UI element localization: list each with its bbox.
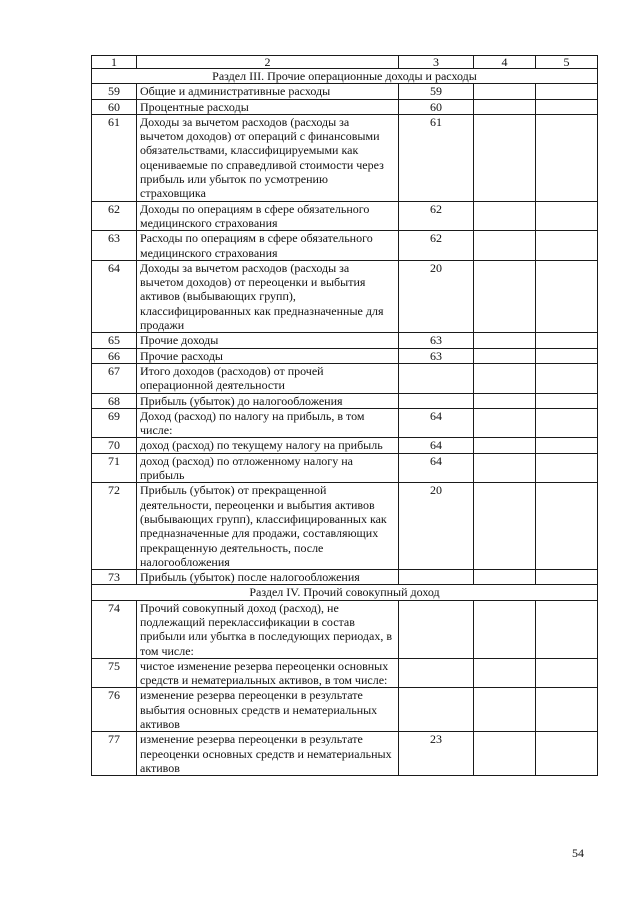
value-cell-col4 — [474, 658, 536, 688]
table-row — [92, 84, 598, 99]
line-name-cell: Прибыль (убыток) от прекращенной деятельности, переоценки и выбытия активов (выбывающих групп), классифицированных как предназначенные для продажи, составляющих прекращенную деятельность, после налогообложения — [137, 483, 399, 570]
note-number-cell: 59 — [399, 84, 474, 99]
line-number-cell: 64 — [92, 260, 137, 332]
line-name-cell: чистое изменение резерва переоценки основных средств и нематериальных активов, в том числе: — [137, 658, 399, 688]
column-header: 1 — [92, 56, 137, 69]
line-number-cell: 62 — [92, 201, 137, 231]
line-name-cell: Общие и административные расходы — [137, 84, 399, 99]
value-cell-col4 — [474, 393, 536, 408]
report-table — [91, 55, 598, 776]
line-number-cell: 76 — [92, 688, 137, 732]
value-cell-col5 — [536, 201, 598, 231]
value-cell-col5 — [536, 408, 598, 438]
line-number-cell: 69 — [92, 408, 137, 438]
section-heading: Раздел IV. Прочий совокупный доход — [92, 585, 598, 600]
table-row — [92, 688, 598, 732]
table-row — [92, 201, 598, 231]
note-number-cell — [399, 600, 474, 658]
table-row — [92, 408, 598, 438]
value-cell-col5 — [536, 363, 598, 393]
note-number-cell: 64 — [399, 408, 474, 438]
value-cell-col4 — [474, 260, 536, 332]
line-number-cell: 65 — [92, 333, 137, 348]
line-name-cell: Расходы по операциям в сфере обязательного медицинского страхования — [137, 231, 399, 261]
value-cell-col5 — [536, 732, 598, 776]
column-header: 3 — [399, 56, 474, 69]
line-name-cell: Доходы по операциям в сфере обязательного медицинского страхования — [137, 201, 399, 231]
note-number-cell: 64 — [399, 453, 474, 483]
column-header: 5 — [536, 56, 598, 69]
line-name-cell: Процентные расходы — [137, 99, 399, 114]
table-row — [92, 348, 598, 363]
table-row — [92, 333, 598, 348]
line-name-cell: доход (расход) по текущему налогу на прибыль — [137, 438, 399, 453]
column-header: 4 — [474, 56, 536, 69]
table-row — [92, 393, 598, 408]
value-cell-col5 — [536, 231, 598, 261]
line-number-cell: 73 — [92, 570, 137, 585]
line-number-cell: 66 — [92, 348, 137, 363]
value-cell-col4 — [474, 348, 536, 363]
value-cell-col5 — [536, 688, 598, 732]
value-cell-col5 — [536, 600, 598, 658]
value-cell-col4 — [474, 84, 536, 99]
note-number-cell: 20 — [399, 260, 474, 332]
line-number-cell: 77 — [92, 732, 137, 776]
note-number-cell — [399, 658, 474, 688]
line-number-cell: 68 — [92, 393, 137, 408]
note-number-cell: 64 — [399, 438, 474, 453]
line-number-cell: 60 — [92, 99, 137, 114]
note-number-cell: 60 — [399, 99, 474, 114]
value-cell-col5 — [536, 260, 598, 332]
line-number-cell: 70 — [92, 438, 137, 453]
line-number-cell: 61 — [92, 114, 137, 201]
note-number-cell: 62 — [399, 231, 474, 261]
table-row — [92, 600, 598, 658]
note-number-cell: 62 — [399, 201, 474, 231]
note-number-cell — [399, 570, 474, 585]
value-cell-col4 — [474, 333, 536, 348]
value-cell-col5 — [536, 438, 598, 453]
value-cell-col5 — [536, 393, 598, 408]
value-cell-col5 — [536, 84, 598, 99]
note-number-cell: 20 — [399, 483, 474, 570]
section-heading-row — [92, 585, 598, 600]
table-row — [92, 231, 598, 261]
line-name-cell: изменение резерва переоценки в результате переоценки основных средств и нематериальных активов — [137, 732, 399, 776]
line-name-cell: Прибыль (убыток) до налогообложения — [137, 393, 399, 408]
line-number-cell: 75 — [92, 658, 137, 688]
table-row — [92, 114, 598, 201]
table-row — [92, 438, 598, 453]
value-cell-col4 — [474, 600, 536, 658]
value-cell-col4 — [474, 408, 536, 438]
line-name-cell: Доходы за вычетом расходов (расходы за вычетом доходов) от переоценки и выбытия активов (выбывающих групп), классифицированных как предназначенные для продажи — [137, 260, 399, 332]
value-cell-col5 — [536, 348, 598, 363]
value-cell-col5 — [536, 483, 598, 570]
value-cell-col4 — [474, 483, 536, 570]
table-row — [92, 99, 598, 114]
table-row — [92, 363, 598, 393]
value-cell-col5 — [536, 658, 598, 688]
line-number-cell: 72 — [92, 483, 137, 570]
line-number-cell: 74 — [92, 600, 137, 658]
value-cell-col4 — [474, 688, 536, 732]
column-number-row — [92, 56, 598, 69]
line-number-cell: 67 — [92, 363, 137, 393]
table-row — [92, 732, 598, 776]
value-cell-col4 — [474, 732, 536, 776]
value-cell-col4 — [474, 231, 536, 261]
line-name-cell: доход (расход) по отложенному налогу на прибыль — [137, 453, 399, 483]
value-cell-col4 — [474, 201, 536, 231]
value-cell-col4 — [474, 363, 536, 393]
value-cell-col5 — [536, 453, 598, 483]
value-cell-col4 — [474, 438, 536, 453]
line-number-cell: 63 — [92, 231, 137, 261]
value-cell-col5 — [536, 114, 598, 201]
note-number-cell — [399, 363, 474, 393]
value-cell-col4 — [474, 114, 536, 201]
section-heading: Раздел III. Прочие операционные доходы и расходы — [92, 69, 598, 84]
line-name-cell: Прочие доходы — [137, 333, 399, 348]
line-name-cell: Прочий совокупный доход (расход), не подлежащий переклассификации в состав прибыли или убытка в последующих периодах, в том числе: — [137, 600, 399, 658]
page-number: 54 — [572, 846, 584, 860]
line-name-cell: Итого доходов (расходов) от прочей операционной деятельности — [137, 363, 399, 393]
line-name-cell: Доходы за вычетом расходов (расходы за вычетом доходов) от операций с финансовыми обязательствами, классифицируемыми как оцениваемые по справедливой стоимости через прибыль или убыток по усмотрению страховщика — [137, 114, 399, 201]
value-cell-col4 — [474, 99, 536, 114]
note-number-cell: 63 — [399, 348, 474, 363]
line-name-cell: Прибыль (убыток) после налогообложения — [137, 570, 399, 585]
line-name-cell: Прочие расходы — [137, 348, 399, 363]
line-number-cell: 71 — [92, 453, 137, 483]
table-row — [92, 260, 598, 332]
table-row — [92, 483, 598, 570]
note-number-cell — [399, 393, 474, 408]
value-cell-col5 — [536, 333, 598, 348]
value-cell-col4 — [474, 453, 536, 483]
section-heading-row — [92, 69, 598, 84]
note-number-cell: 63 — [399, 333, 474, 348]
note-number-cell — [399, 688, 474, 732]
table-row — [92, 658, 598, 688]
note-number-cell: 61 — [399, 114, 474, 201]
line-name-cell: Доход (расход) по налогу на прибыль, в том числе: — [137, 408, 399, 438]
line-number-cell: 59 — [92, 84, 137, 99]
line-name-cell: изменение резерва переоценки в результате выбытия основных средств и нематериальных активов — [137, 688, 399, 732]
report-table-body — [92, 56, 598, 776]
column-header: 2 — [137, 56, 399, 69]
note-number-cell: 23 — [399, 732, 474, 776]
value-cell-col4 — [474, 570, 536, 585]
value-cell-col5 — [536, 99, 598, 114]
table-row — [92, 453, 598, 483]
table-row — [92, 570, 598, 585]
value-cell-col5 — [536, 570, 598, 585]
